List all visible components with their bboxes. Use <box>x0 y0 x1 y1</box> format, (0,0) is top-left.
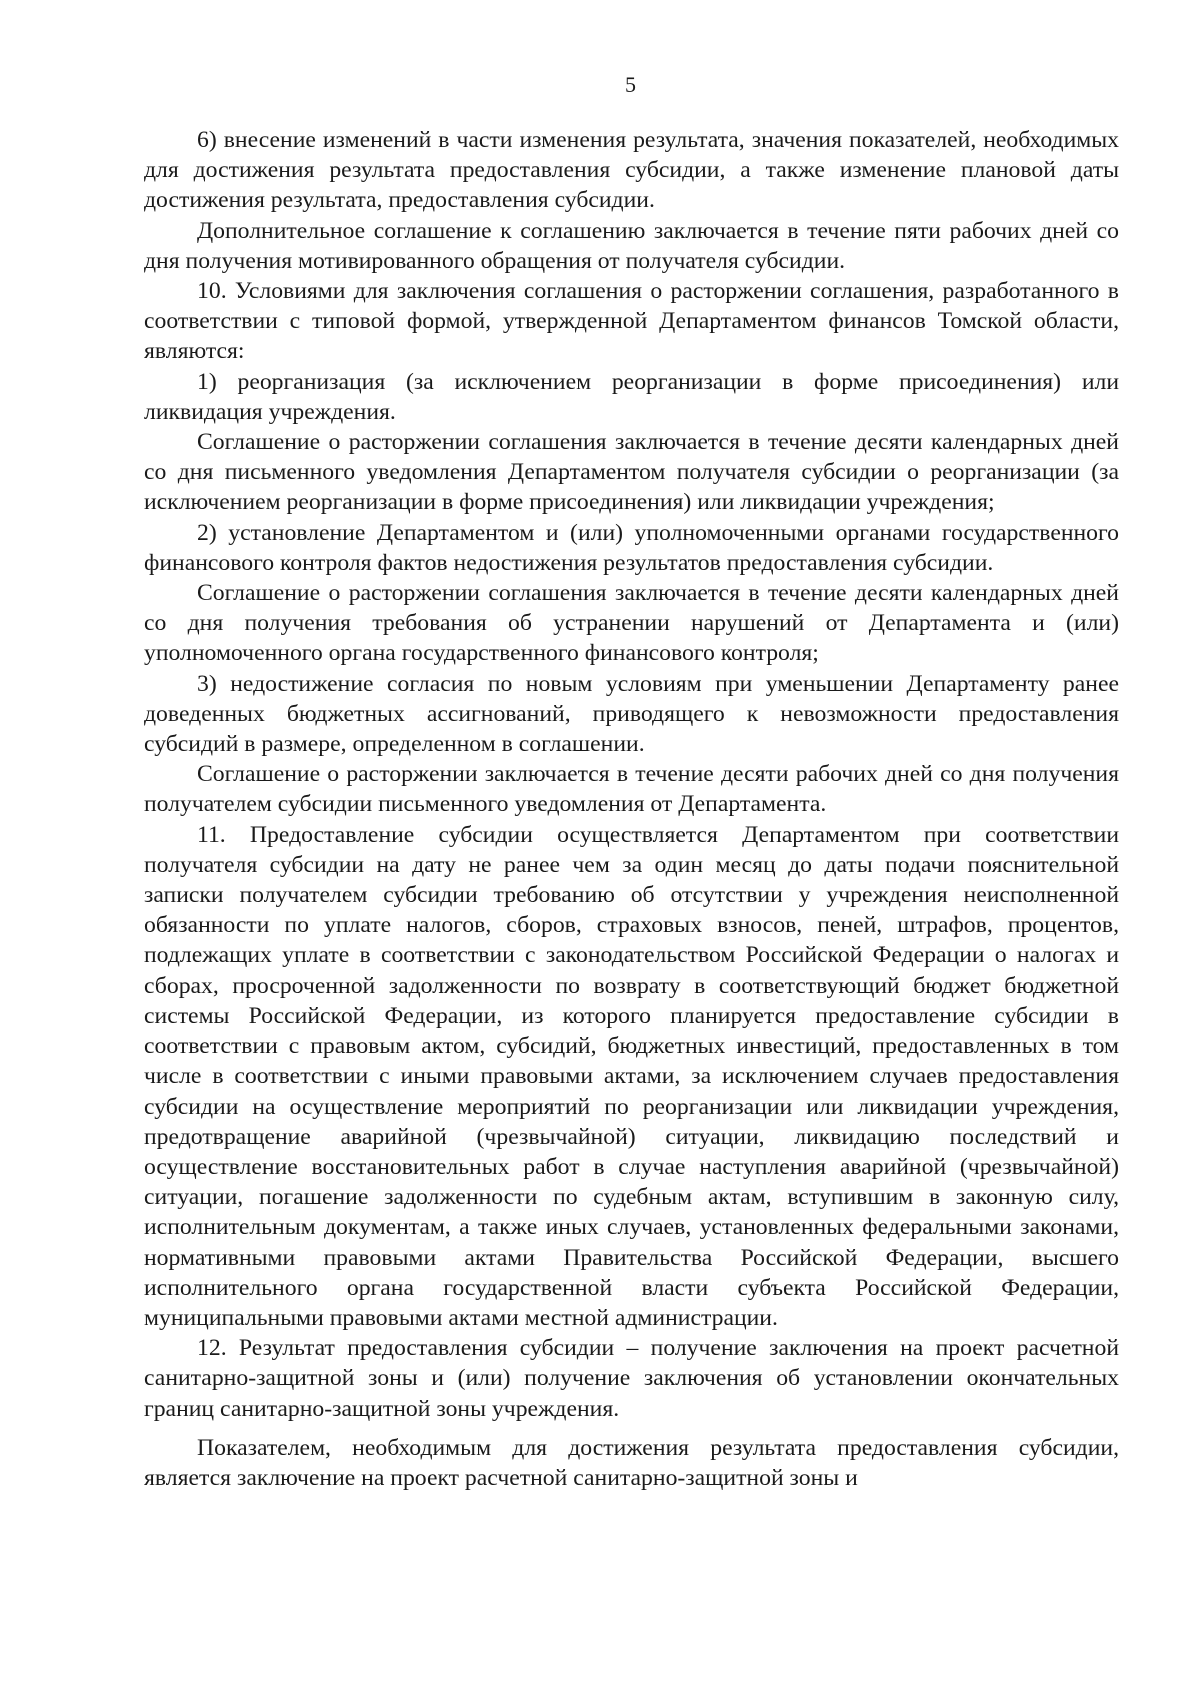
document-body <box>144 125 1119 1493</box>
paragraph-10-item-3: 3) недостижение согласия по новым условиям при уменьшении Департаменту ранее доведенных бюджетных ассигнований, приводящего к невозможности предоставления субсидий в размере, определенном в соглашении. <box>144 670 1119 758</box>
paragraph-10: 10. Условиями для заключения соглашения о расторжении соглашения, разработанного в соответствии с типовой формой, утвержденной Департаментом финансов Томской области, являются: <box>144 278 1119 365</box>
paragraph-indicator: Показателем, необходимым для достижения результата предоставления субсидии, является заключение на проект расчетной санитарно-защитной зоны и <box>144 1434 1119 1491</box>
paragraph-termination-violation: Соглашение о расторжении соглашения заключается в течение десяти календарных дней со дня получения требования об устранении нарушений от Департамента и (или) уполномоченного органа государственного финансового контроля; <box>144 580 1119 667</box>
paragraph-10-item-2: 2) установление Департаментом и (или) уполномоченными органами государственного финансового контроля фактов недостижения результатов предоставления субсидии. <box>144 519 1119 576</box>
page-number: 5 <box>625 72 636 97</box>
paragraph-additional-agreement: Дополнительное соглашение к соглашению заключается в течение пяти рабочих дней со дня получения мотивированного обращения от получателя субсидии. <box>144 217 1119 274</box>
paragraph-item-6: 6) внесение изменений в части изменения результата, значения показателей, необходимых для достижения результата предоставления субсидии, а также изменение плановой даты достижения результата, предоставления субсидии. <box>144 127 1119 214</box>
paragraph-termination-reorganization: Соглашение о расторжении соглашения заключается в течение десяти календарных дней со дня письменного уведомления Департаментом получателя субсидии о реорганизации (за исключением реорганизации в форме присоединения) или ликвидации учреждения; <box>144 429 1119 516</box>
paragraph-termination-notice: Соглашение о расторжении заключается в течение десяти рабочих дней со дня получения получателем субсидии письменного уведомления от Департамента. <box>144 761 1119 818</box>
paragraph-11: 11. Предоставление субсидии осуществляется Департаментом при соответствии получателя субсидии на дату не ранее чем за один месяц до даты подачи пояснительной записки получателем субсидии требованию об отсутствии у учреждения неисполненной обязанности по уплате налогов, сборов, страховых взносов, пеней, штрафов, процентов, подлежащих уплате в соответствии с законодательством Российской Федерации о налогах и сборах, просроченной задолженности по возврату в соответствующий бюджет бюджетной системы Российской Федерации, из которого планируется предоставление субсидии в соответствии с правовым актом, субсидий, бюджетных инвестиций, предоставленных в том числе в соответствии с иными правовыми актами, за исключением случаев предоставления субсидии на осуществление мероприятий по реорганизации или ликвидации учреждения, предотвращение аварийной (чрезвычайной) ситуации, ликвидацию последствий и осуществление восстановительных работ в случае наступления аварийной (чрезвычайной) ситуации, погашение задолженности по судебным актам, вступившим в законную силу, исполнительным документам, а также иных случаев, установленных федеральными законами, нормативными правовыми актами Правительства Российской Федерации, высшего исполнительного органа государственной власти субъекта Российской Федерации, муниципальными правовыми актами местной администрации. <box>144 821 1119 1331</box>
paragraph-10-item-1: 1) реорганизация (за исключением реорганизации в форме присоединения) или ликвидация учреждения. <box>144 368 1119 425</box>
paragraph-12: 12. Результат предоставления субсидии – получение заключения на проект расчетной санитарно-защитной зоны и (или) получение заключения об установлении окончательных границ санитарно-защитной зоны учреждения. <box>144 1335 1119 1422</box>
